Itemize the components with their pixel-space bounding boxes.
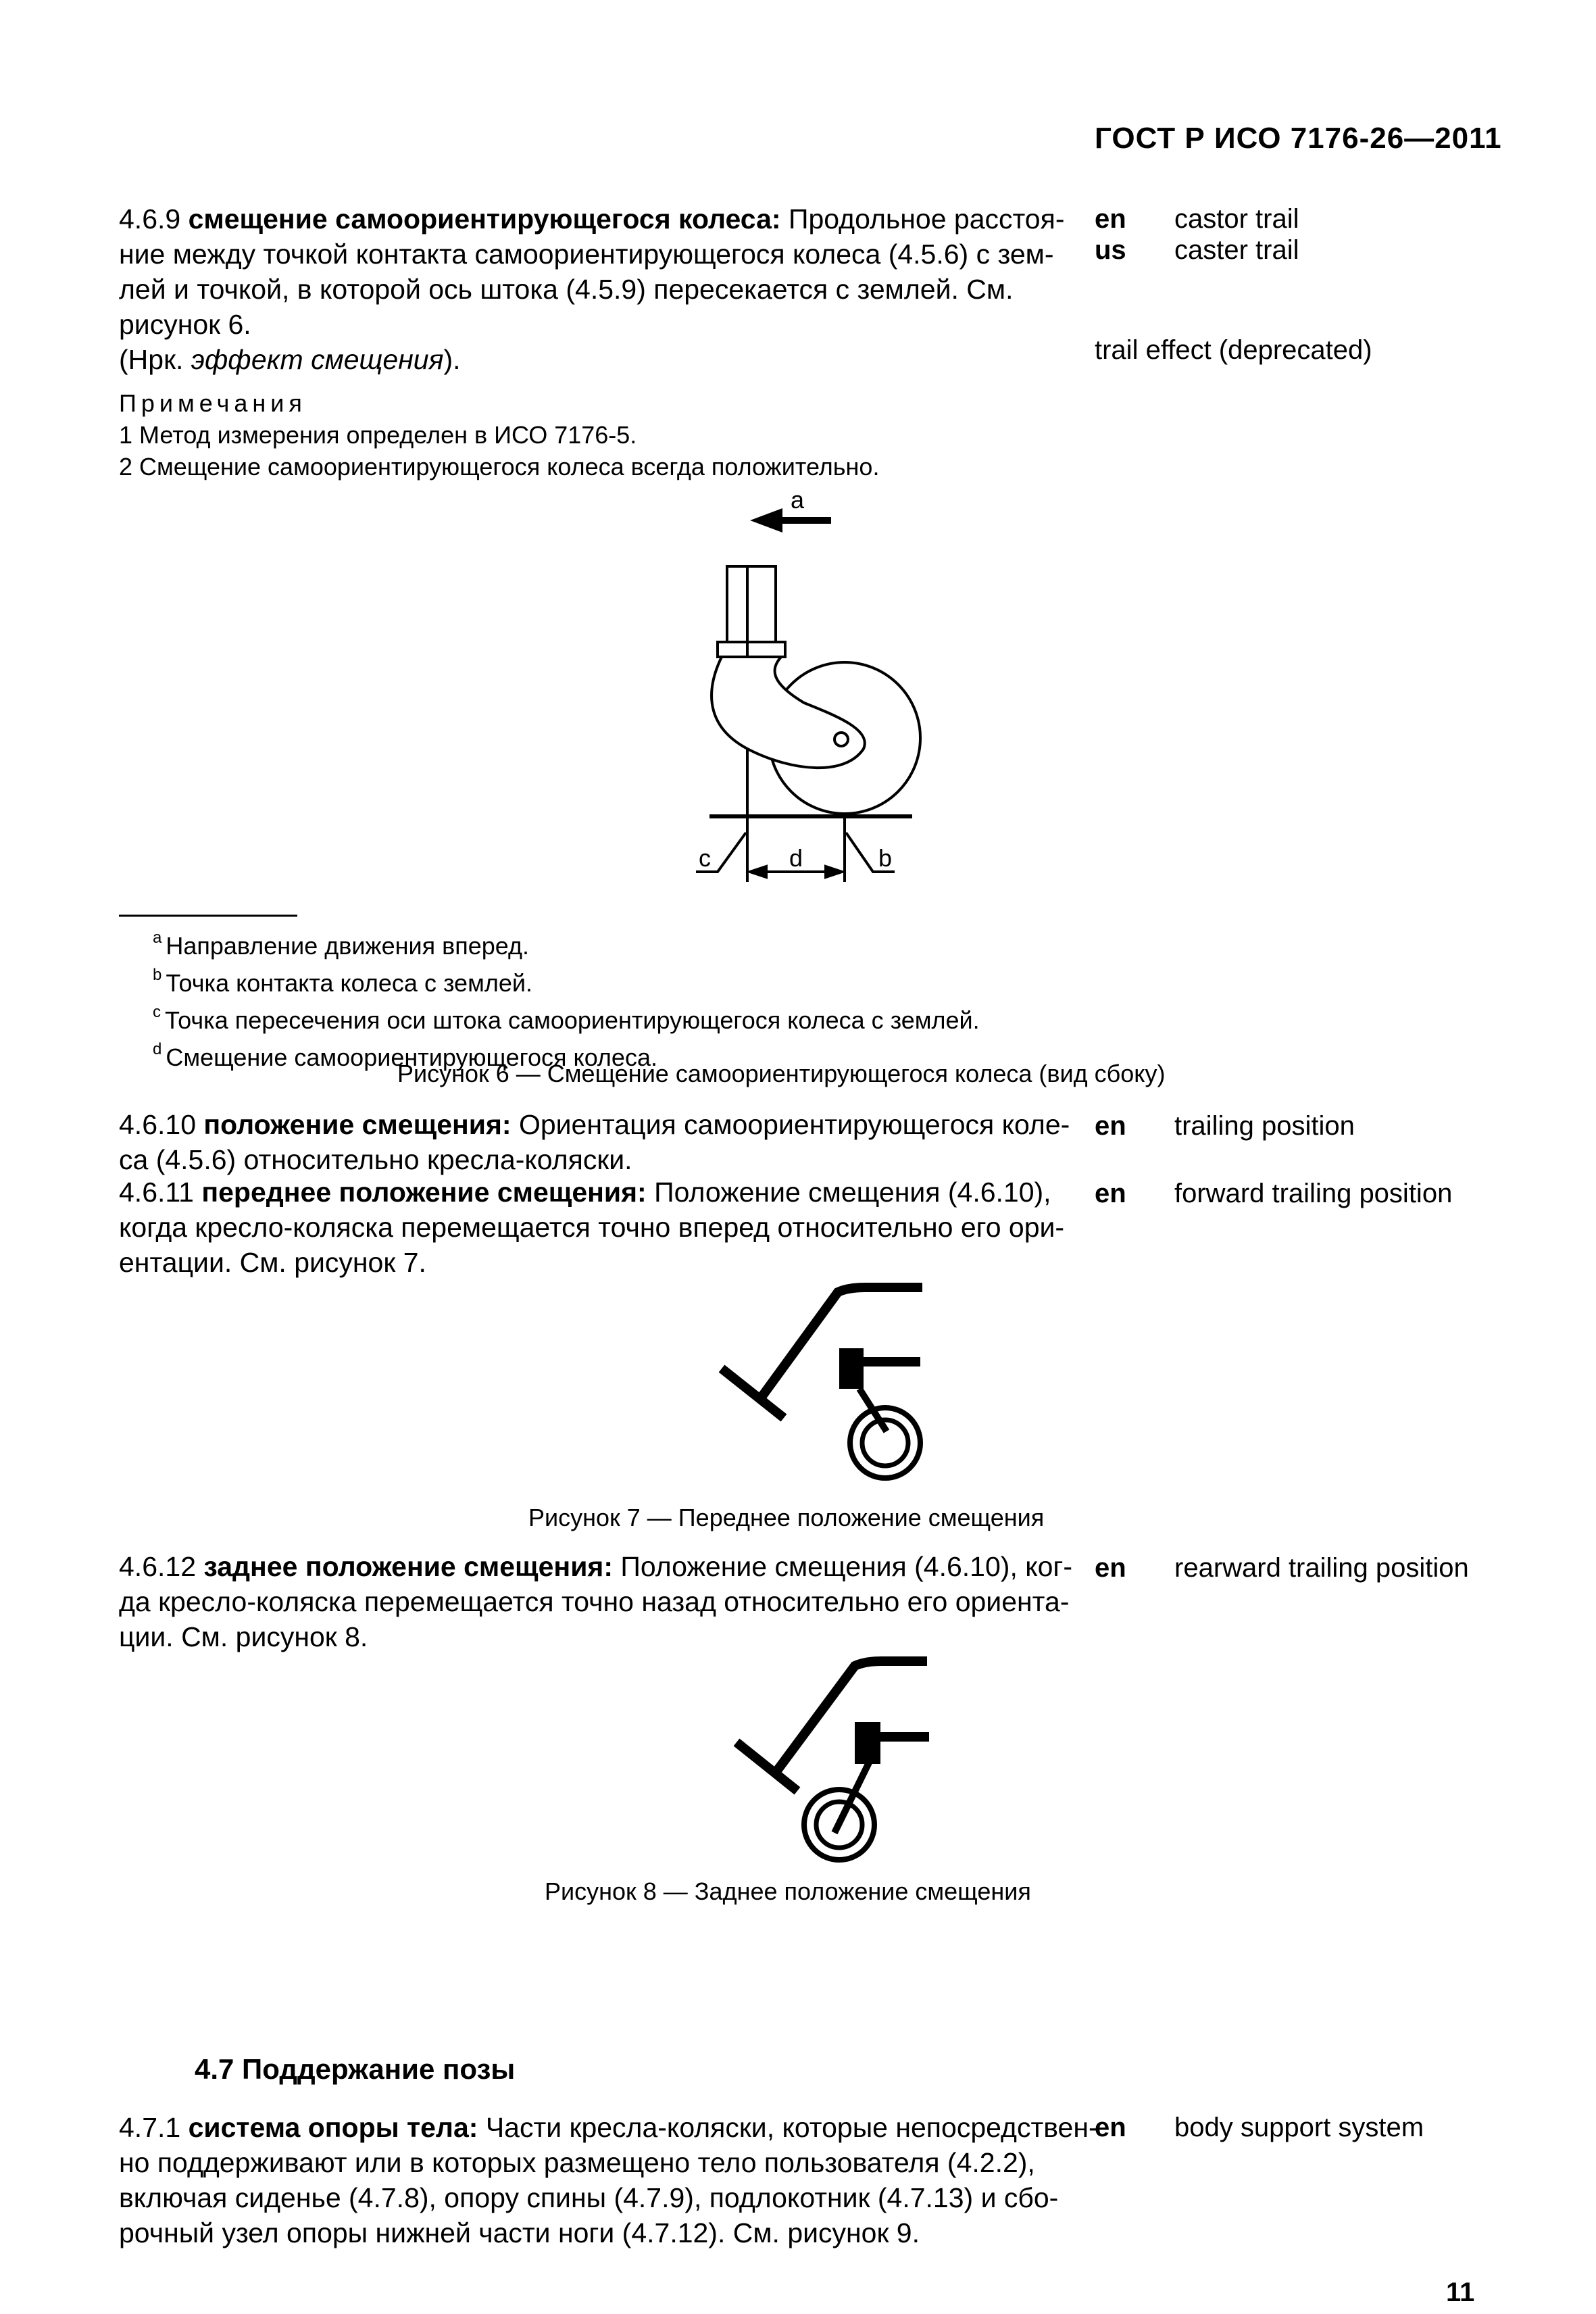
footnote-b: $^b$ Точка контакта колеса с землей. xyxy=(153,966,532,997)
term-line: рисунок 6. xyxy=(119,309,251,340)
document-code-header: ГОСТ Р ИСО 7176-26—2011 xyxy=(1095,122,1502,155)
term-line: 4.6.12 заднее положение смещения: Положение смещения (4.6.10), ког- xyxy=(119,1551,1073,1582)
footnote-d: $^d$ Смещение самоориентирующегося колеса. xyxy=(153,1040,657,1071)
term-line: лей и точкой, в которой ось штока (4.5.9) пересекается с землей. См. xyxy=(119,274,1014,305)
page-number: 11 xyxy=(1446,2278,1475,2307)
note-item: 1 Метод измерения определен в ИСО 7176-5. xyxy=(119,421,637,449)
deprecated-en-term: trail effect (deprecated) xyxy=(1095,335,1372,365)
term-line: но поддерживают или в которых размещено тело пользователя (4.2.2), xyxy=(119,2147,1035,2178)
en-term-body-support: en body support system xyxy=(1095,2113,1424,2142)
term-4-7-1 xyxy=(119,2110,1098,2250)
en-term-forward-trailing: en forward trailing position xyxy=(1095,1179,1453,1208)
term-line: 4.6.9 смещение самоориентирующегося колеса: Продольное расстоя- xyxy=(119,203,1065,235)
label-c: c xyxy=(699,844,711,872)
figure-7-caption: Рисунок 7 — Переднее положение смещения xyxy=(528,1504,1045,1531)
en-term-castor: en castor trail xyxy=(1095,204,1299,234)
term-line: ние между точкой контакта самоориентирующегося колеса (4.5.6) с зем- xyxy=(119,239,1054,270)
frame-seat xyxy=(777,1661,927,1771)
term-line: рочный узел опоры нижней части ноги (4.7.12). См. рисунок 9. xyxy=(119,2217,920,2248)
notes-title: Примечания xyxy=(119,389,307,417)
figure-8-caption: Рисунок 8 — Заднее положение смещения xyxy=(545,1877,1031,1905)
section-heading-4-7: 4.7 Поддержание позы xyxy=(195,2053,516,2085)
en-term-rearward-trailing: en rearward trailing position xyxy=(1095,1553,1469,1583)
term-line: когда кресло-коляска перемещается точно вперед относительно его ори- xyxy=(119,1212,1065,1243)
term-line: 4.6.11 переднее положение смещения: Положение смещения (4.6.10), xyxy=(119,1177,1051,1208)
note-item: 2 Смещение самоориентирующегося колеса всегда положительно. xyxy=(119,453,880,481)
en-term-trailing-position: en trailing position xyxy=(1095,1111,1355,1141)
term-line: да кресло-коляска перемещается точно назад относительно его ориента- xyxy=(119,1586,1070,1617)
figure-6-caption: Рисунок 6 — Смещение самоориентирующегося колеса (вид сбоку) xyxy=(397,1060,1166,1087)
term-line: включая сиденье (4.7.8), опору спины (4.7.9), подлокотник (4.7.13) и сбо- xyxy=(119,2182,1059,2213)
term-line: ентации. См. рисунок 7. xyxy=(119,1247,426,1278)
term-line: 4.6.10 положение смещения: Ориентация самоориентирующегося коле- xyxy=(119,1109,1070,1140)
label-d: d xyxy=(789,844,803,872)
label-b: b xyxy=(878,844,893,872)
label-a: a xyxy=(791,486,805,514)
term-line: ции. См. рисунок 8. xyxy=(119,1621,368,1652)
term-line: 4.7.1 система опоры тела: Части кресла-коляски, которые непосредствен- xyxy=(119,2112,1098,2143)
footnote-a: $^a$ Направление движения вперед. xyxy=(153,929,529,960)
deprecated-term-line: (Нрк. эффект смещения). xyxy=(119,344,461,375)
caster-housing xyxy=(855,1722,880,1764)
us-term-caster: us caster trail xyxy=(1095,235,1299,265)
term-line: са (4.5.6) относительно кресла-коляски. xyxy=(119,1144,632,1175)
footnote-c: $^c$ Точка пересечения оси штока самоориентирующегося колеса с землей. xyxy=(153,1003,980,1034)
